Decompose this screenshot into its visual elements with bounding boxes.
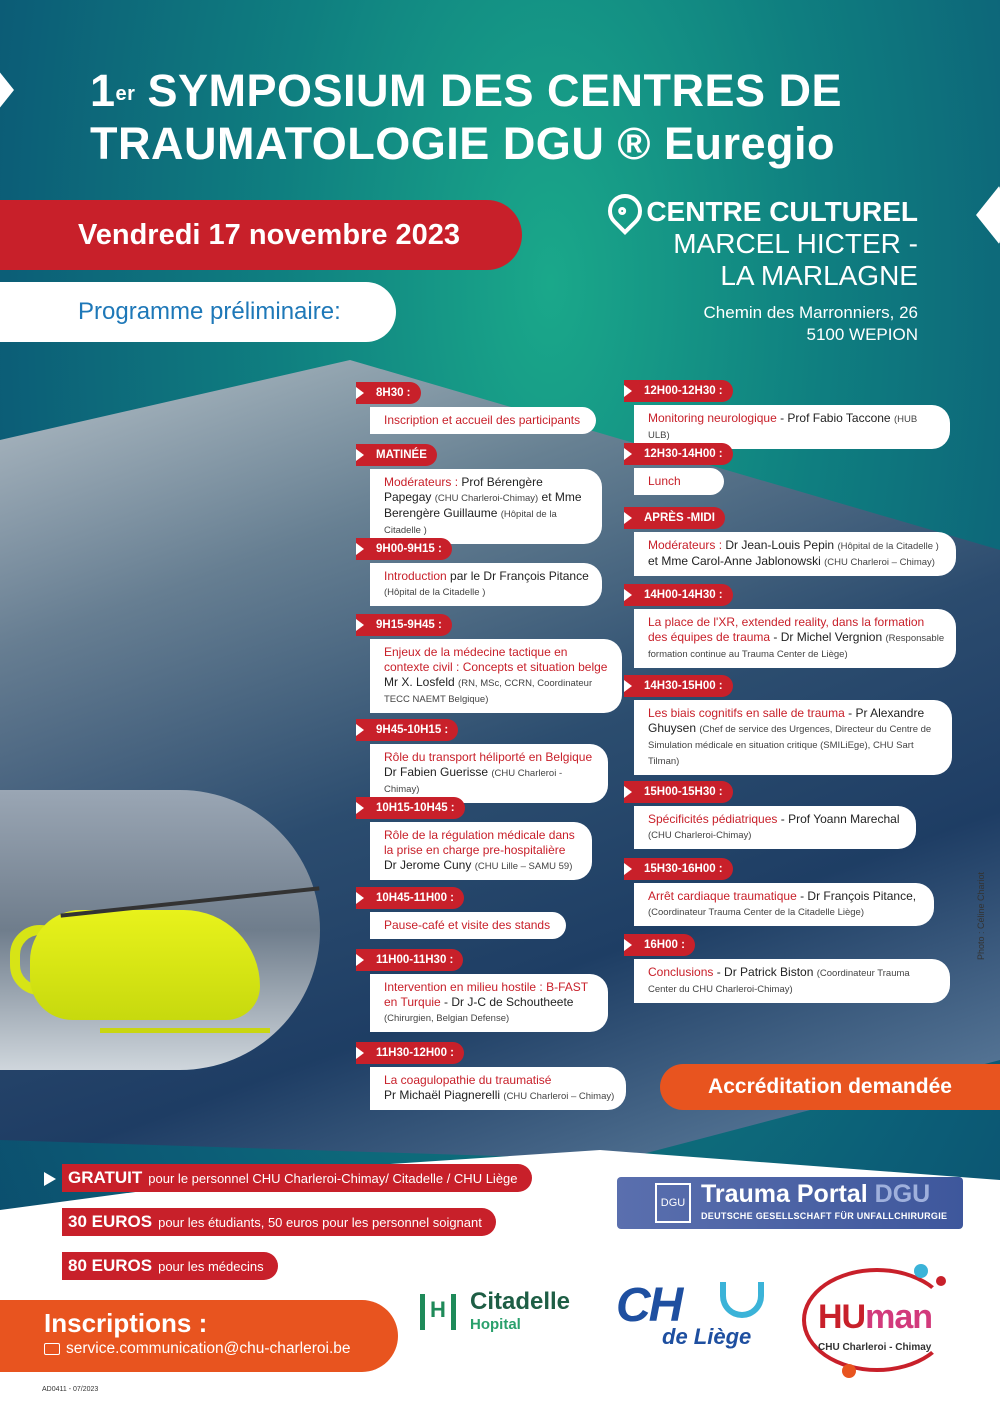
time-tag: 10H15-10H45 :: [356, 797, 465, 819]
venue-name-2: MARCEL HICTER -: [673, 228, 918, 259]
human-logo: [796, 1262, 962, 1390]
price-amount: GRATUIT: [68, 1168, 143, 1187]
price-pill: [62, 1164, 532, 1192]
program-item: [634, 468, 724, 495]
citadelle-sub: Hopital: [470, 1316, 521, 1333]
human-sub: CHU Charleroi - Chimay: [818, 1342, 932, 1353]
price-description: pour les étudiants, 50 euros pour les personnel soignant: [158, 1215, 482, 1230]
price-description: pour le personnel CHU Charleroi-Chimay/ Citadelle / CHU Liège: [148, 1171, 518, 1186]
item-title: Modérateurs :: [384, 475, 459, 489]
time-tag: 9H15-9H45 :: [356, 614, 452, 636]
dgu-mark-icon: DGU: [655, 1183, 691, 1223]
time-tag: 8H30 :: [356, 382, 421, 404]
left-arrow-icon: [0, 60, 14, 120]
item-title: Arrêt cardiaque traumatique: [648, 889, 797, 903]
item-affiliation: (Coordinateur Trauma Center de la Citadelle Liège): [648, 907, 864, 918]
chu-liege-sub: de Liège: [662, 1324, 752, 1349]
program-item: [370, 744, 608, 803]
human-part-2: man: [865, 1298, 933, 1336]
item-speaker: - Pr Alexandre Ghuysen: [648, 706, 925, 735]
chu-liege-logo: [616, 1278, 776, 1358]
item-affiliation: (RN, MSc, CCRN, Coordinateur TECC NAEMT Belgique): [384, 678, 593, 705]
item-affiliation: (CHU Charleroi - Chimay): [384, 768, 563, 795]
citadelle-name: Citadelle: [470, 1288, 571, 1315]
item-affiliation: (Hôpital de la Citadelle ): [837, 541, 939, 552]
item-speaker: Dr Jean-Louis Pepin: [722, 538, 835, 552]
inscriptions-email-row[interactable]: [44, 1338, 398, 1360]
time-tag: 14H30-15H00 :: [624, 675, 733, 697]
accreditation-banner: Accréditation demandée: [660, 1064, 1000, 1110]
time-tag: 15H30-16H00 :: [624, 858, 733, 880]
photo-credit: Photo : Céline Chariot: [976, 871, 986, 960]
item-title: Pause-café et visite des stands: [384, 918, 551, 932]
time-tag: 9H45-10H15 :: [356, 719, 458, 741]
item-title: Modérateurs :: [648, 538, 723, 552]
trauma-portal-word: Trauma Portal: [701, 1180, 875, 1208]
item-affiliation-2: (CHU Charleroi – Chimay): [824, 557, 935, 568]
item-title: Introduction: [384, 569, 447, 583]
venue-name-1: CENTRE CULTUREL: [646, 196, 918, 227]
title-line-1: SYMPOSIUM DES CENTRES DE: [147, 65, 843, 116]
program-item: [370, 639, 622, 713]
human-part-1: HU: [818, 1298, 866, 1336]
item-title: Intervention en milieu hostile : B-FAST en Turquie: [384, 980, 588, 1009]
inscriptions-heading: Inscriptions :: [44, 1308, 208, 1338]
item-speaker: - Dr Michel Vergnion: [770, 630, 883, 644]
item-speaker: - Dr Patrick Biston: [713, 965, 814, 979]
item-affiliation: (Chirurgien, Belgian Defense): [384, 1013, 510, 1024]
item-affiliation: (CHU Charleroi-Chimay): [648, 830, 752, 841]
program-item: [370, 469, 602, 544]
citadelle-h-icon: H: [420, 1294, 456, 1330]
location-pin-icon: [601, 187, 649, 235]
time-tag: 15H00-15H30 :: [624, 781, 733, 803]
red-dot-icon: [936, 1276, 946, 1286]
item-affiliation: (Chef de service des Urgences, Directeur du Centre de Simulation médicale en situation critique (SMILiEge), CHU Sart Tilman): [648, 724, 932, 767]
program-item: [370, 1067, 626, 1110]
item-speaker: - Dr J-C de Schoutheete: [440, 995, 574, 1009]
item-affiliation: (CHU Charleroi – Chimay): [503, 1091, 615, 1102]
human-name: [818, 1298, 932, 1337]
program-item: [634, 532, 956, 576]
item-title: Spécificités pédiatriques: [648, 812, 778, 826]
program-item: [634, 959, 950, 1003]
item-speaker: - Dr François Pitance,: [796, 889, 917, 903]
footer-code: AD0411 - 07/2023: [42, 1386, 99, 1393]
helicopter-icon: [30, 910, 260, 1020]
item-affiliation: (CHU Lille – SAMU 59): [474, 861, 573, 872]
item-speaker: - Prof Fabio Taccone: [776, 411, 891, 425]
orange-dot-icon: [842, 1364, 856, 1378]
item-speaker: Prof Bérengère Papegay: [384, 475, 543, 504]
item-affiliation: (Responsable formation continue au Trauma Center de Liège): [648, 633, 945, 660]
item-title: Rôle du transport héliporté en Belgique: [384, 750, 593, 764]
item-speaker: par le Dr François Pitance: [446, 569, 589, 583]
item-title: La place de l'XR, extended reality, dans la formation des équipes de trauma: [648, 615, 925, 644]
item-title: Rôle de la régulation médicale dans la prise en charge pre-hospitalière: [384, 828, 575, 857]
inscriptions-email[interactable]: service.communication@chu-charleroi.be: [66, 1340, 351, 1357]
item-speaker: Dr Fabien Guerisse: [384, 765, 489, 779]
item-affiliation: (HUB ULB): [648, 414, 918, 441]
program-item: [634, 883, 934, 926]
venue-address-2: 5100 WEPION: [806, 325, 918, 344]
date-banner: Vendredi 17 novembre 2023: [0, 200, 522, 270]
title-number: 1: [90, 65, 116, 116]
venue-address-1: Chemin des Marronniers, 26: [703, 303, 918, 322]
item-speaker: Mr X. Losfeld: [384, 675, 455, 689]
time-tag: 11H00-11H30 :: [356, 949, 463, 971]
time-tag: 12H00-12H30 :: [624, 380, 733, 402]
time-tag: 11H30-12H00 :: [356, 1042, 464, 1064]
venue-block: [646, 196, 918, 346]
program-item: [370, 407, 596, 434]
item-title: Enjeux de la médecine tactique en contexte civil : Concepts et situation belge: [384, 645, 608, 674]
trauma-portal-name: [701, 1180, 930, 1209]
time-tag: 16H00 :: [624, 934, 695, 956]
item-speaker: Dr Jerome Cuny: [384, 858, 472, 872]
time-tag: 9H00-9H15 :: [356, 538, 452, 560]
time-tag: 10H45-11H00 :: [356, 887, 464, 909]
time-tag: APRÈS -MIDI: [624, 507, 725, 529]
inscriptions-block: [0, 1300, 398, 1372]
right-arrow-icon: [976, 185, 1000, 245]
price-amount: 30 EUROS: [68, 1212, 153, 1231]
program-item: [634, 700, 952, 775]
item-title: Lunch: [648, 474, 681, 488]
item-speaker: Pr Michaël Piagnerelli: [384, 1088, 501, 1102]
blue-dot-icon: [914, 1264, 928, 1278]
item-affiliation-2: (Hôpital de la Citadelle ): [384, 509, 557, 536]
envelope-icon: [44, 1343, 60, 1355]
item-affiliation: (Hôpital de la Citadelle ): [384, 587, 486, 598]
skid-icon: [100, 1028, 270, 1033]
price-pill: [62, 1208, 496, 1236]
program-item: [370, 912, 566, 939]
item-speaker-2: et Mme Berengère Guillaume: [384, 490, 582, 520]
item-speaker: - Prof Yoann Marechal: [777, 812, 900, 826]
program-item: [634, 609, 956, 668]
item-affiliation: (Coordinateur Trauma Center du CHU Charleroi-Chimay): [648, 968, 910, 995]
programme-label: Programme préliminaire:: [0, 282, 396, 342]
program-item: [370, 974, 608, 1032]
chu-liege-name: CH: [616, 1279, 682, 1332]
page-title: [90, 64, 842, 170]
title-sup: er: [115, 83, 136, 105]
time-tag: 14H00-14H30 :: [624, 584, 733, 606]
venue-name-3: LA MARLAGNE: [720, 260, 918, 291]
program-item: [370, 563, 602, 606]
item-title: Inscription et accueil des participants: [384, 413, 581, 427]
price-pill: [62, 1252, 278, 1280]
trauma-portal-dgu: DGU: [874, 1180, 931, 1208]
trauma-portal-logo: [617, 1177, 963, 1229]
program-item: [634, 806, 916, 849]
price-description: pour les médecins: [158, 1259, 264, 1274]
triangle-bullet-icon: [44, 1260, 56, 1274]
item-title: Les biais cognitifs en salle de trauma: [648, 706, 845, 720]
triangle-bullet-icon: [44, 1216, 56, 1230]
time-tag: 12H30-14H00 :: [624, 443, 733, 465]
trauma-portal-subtitle: DEUTSCHE GESELLSCHAFT FÜR UNFALLCHIRURGIE: [701, 1211, 948, 1221]
title-line-2: TRAUMATOLOGIE DGU ® Euregio: [90, 118, 835, 169]
program-item: [370, 822, 592, 880]
item-speaker-2: et Mme Carol-Anne Jablonowski: [648, 554, 821, 568]
price-amount: 80 EUROS: [68, 1256, 153, 1275]
item-affiliation: (CHU Charleroi-Chimay): [434, 493, 539, 504]
item-title: Conclusions: [648, 965, 714, 979]
item-title: La coagulopathie du traumatisé: [384, 1073, 552, 1087]
triangle-bullet-icon: [44, 1172, 56, 1186]
item-title: Monitoring neurologique: [648, 411, 777, 425]
time-tag: MATINÉE: [356, 444, 437, 466]
chu-u-arc-icon: [720, 1282, 764, 1318]
